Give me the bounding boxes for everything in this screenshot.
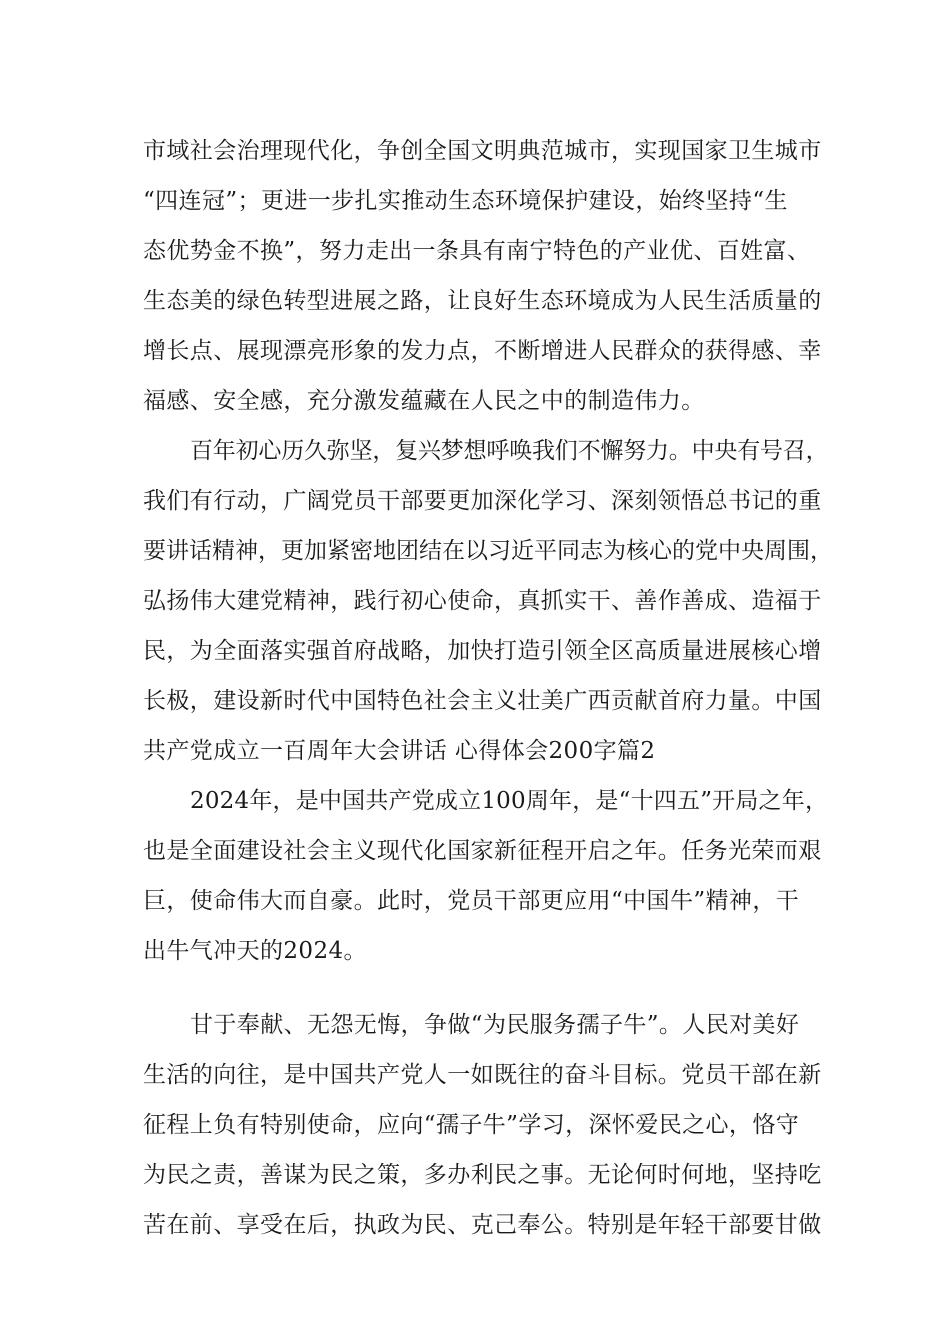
text-line: 苦在前、享受在后，执政为民、克己奉公。特别是年轻干部要甘做	[143, 1212, 822, 1238]
text-line: 甘于奉献、无怨无悔，争做“为民服务孺子牛”。人民对美好	[190, 1012, 800, 1038]
text-line: 巨，使命伟大而自豪。此时，党员干部更应用“中国牛”精神，干	[143, 888, 800, 914]
text-line: 增长点、展现漂亮形象的发力点，不断增进人民群众的获得感、幸	[143, 338, 822, 364]
text-line: 生活的向往，是中国共产党人一如既往的奋斗目标。党员干部在新	[143, 1062, 822, 1088]
text-line: 也是全面建设社会主义现代化国家新征程开启之年。任务光荣而艰	[143, 838, 822, 864]
text-line: 市域社会治理现代化，争创全国文明典范城市，实现国家卫生城市	[143, 138, 822, 164]
text-line: 要讲话精神，更加紧密地团结在以习近平同志为核心的党中央周围，	[143, 538, 833, 564]
text-line: 民，为全面落实强首府战略，加快打造引领全区高质量进展核心增	[143, 638, 822, 664]
text-line: 福感、安全感，充分激发蕴藏在人民之中的制造伟力。	[143, 388, 705, 414]
text-line: 共产党成立一百周年大会讲话 心得体会200字篇2	[143, 738, 656, 764]
text-line: 2024年，是中国共产党成立100周年，是“十四五”开局之年，	[190, 788, 829, 814]
text-line: “四连冠”；更进一步扎实推动生态环境保护建设，始终坚持“生	[143, 188, 788, 214]
text-line: 态优势金不换”，努力走出一条具有南宁特色的产业优、百姓富、	[143, 238, 811, 264]
text-line: 为民之责，善谋为民之策，多办利民之事。无论何时何地，坚持吃	[143, 1162, 822, 1188]
text-line: 征程上负有特别使命，应向“孺子牛”学习，深怀爱民之心，恪守	[143, 1112, 800, 1138]
text-line: 我们有行动，广阔党员干部要更加深化学习、深刻领悟总书记的重	[143, 488, 822, 514]
text-line: 长极，建设新时代中国特色社会主义壮美广西贡献首府力量。中国	[143, 688, 822, 714]
text-line: 生态美的绿色转型进展之路，让良好生态环境成为人民生活质量的	[143, 288, 822, 314]
text-line: 出牛气冲天的2024。	[143, 938, 367, 964]
text-line: 百年初心历久弥坚，复兴梦想呼唤我们不懈努力。中央有号召，	[190, 438, 829, 464]
text-line: 弘扬伟大建党精神，践行初心使命，真抓实干、善作善成、造福于	[143, 588, 822, 614]
